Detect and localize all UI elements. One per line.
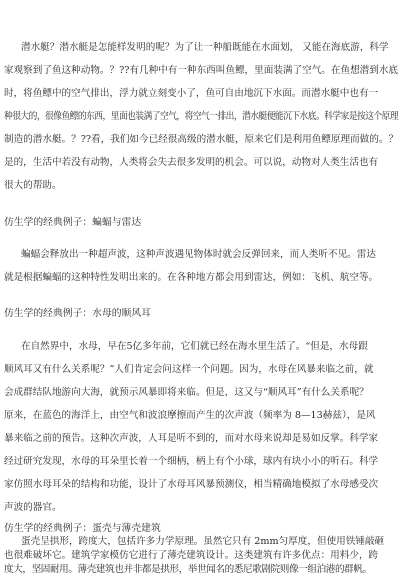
paragraph-line: 家仿照水母耳朵的结构和功能，设计了水母耳风暴预测仪，相当精确地模拟了水母感受次 — [4, 479, 379, 490]
paragraph-line: 制造的潜水艇。？??看，我们如今已经很高级的潜水艇，原来它们是利用鱼鳔原理而做的。？ — [4, 134, 399, 145]
section-heading: 仿生学的经典例子：蝙蝠与雷达 — [4, 217, 142, 228]
paragraph-line: 声波的器官。 — [4, 502, 62, 513]
paragraph-line: 也很难破坏它。建筑学家模仿它进行了薄壳建筑设计。这类建筑有许多优点：用料少，跨 — [4, 550, 379, 561]
section-heading: 仿生学的经典例子：水母的顺风耳 — [4, 308, 151, 319]
paragraph-line: 度大，坚固耐用。薄壳建筑也并非都是拱形，举世闻名的悉尼歌剧院则像一组泊港的群帆。 — [4, 564, 372, 575]
paragraph-line: 在自然界中，水母，早在5亿多年前，它们就已经在海水里生活了。“但是，水母跟 — [21, 341, 368, 352]
paragraph-line: 是的，生活中若没有动物，人类将会失去很多发明的机会。可以说，动物对人类生活也有 — [4, 157, 379, 168]
paragraph-line: 顺风耳又有什么关系呢？”人们肯定会问这样一个问题。因为，水母在风暴来临之前，就 — [4, 364, 374, 375]
paragraph-line: 蝙蝠会释放出一种超声波，这种声波遇见物体时就会反弹回来，而人类听不见。雷达 — [21, 249, 376, 260]
paragraph-line: 种很大的，很像鱼鳔的东西，里面也装满了空气，将空气一排出，潜水艇便能沉下水底。科学家是按这个原理 — [4, 111, 399, 122]
paragraph-line: 时，将鱼鳔中的空气排出，浮力就立刻变小了，鱼可自由地沉下水面。而潜水艇中也有一 — [4, 88, 379, 99]
paragraph-line: 蛋壳呈拱形，跨度大，包括许多力学原理。虽然它只有 2mm匀厚度，但使用铁锤敲砸 — [21, 536, 385, 547]
paragraph-line: 家观察到了鱼这种动物。？??有几种中有一种东西叫鱼鳔，里面装满了空气。在鱼想潜到水底 — [4, 65, 399, 76]
paragraph-line: 潜水艇？潜水艇是怎能样发明的呢？为了让一种船既能在水面划， 又能在海底游，科学 — [21, 42, 389, 53]
paragraph-line: 暴来临之前的预告。这种次声波，人耳是听不到的，而对水母来说却是易如反掌。科学家 — [4, 433, 379, 444]
section-heading: 仿生学的经典例子：蛋壳与薄壳建筑 — [4, 523, 161, 534]
paragraph-line: 会成群结队地游向大海，就预示风暴即将来临。但是，这又与“顺风耳”有什么关系呢？ — [4, 387, 369, 398]
paragraph-line: 经过研究发现，水母的耳朵里长着一个细柄，柄上有个小球，球内有块小小的听石。科学 — [4, 456, 379, 467]
paragraph-line: 就是根据蝙蝠的这种特性发明出来的。在各种地方都会用到雷达，例如：飞机、航空等。 — [4, 272, 379, 283]
paragraph-line: 原来，在蓝色的海洋上，由空气和波浪摩擦而产生的次声波（频率为 8—13赫兹），是风 — [4, 410, 376, 421]
paragraph-line: 很大的帮助。 — [4, 180, 62, 191]
